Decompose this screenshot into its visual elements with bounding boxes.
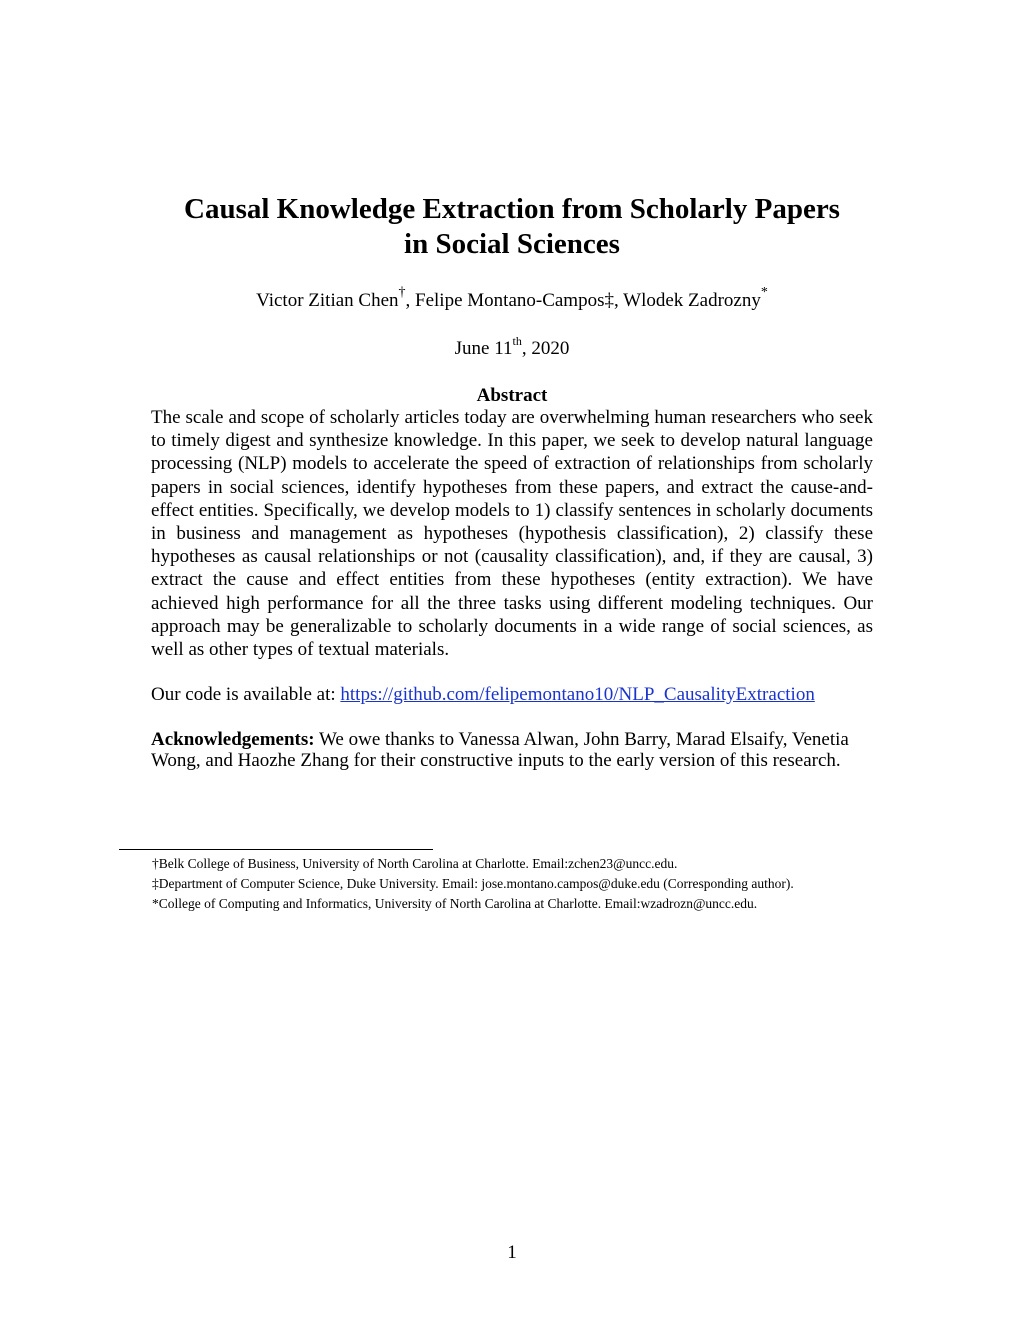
author-1: Victor Zitian Chen: [256, 290, 399, 311]
author-3-footnote-mark: *: [760, 284, 768, 300]
paper-title-line-2: in Social Sciences: [404, 228, 620, 260]
date-ordinal-suffix: th: [512, 333, 522, 348]
abstract-heading: Abstract: [476, 385, 548, 406]
author-list: [0, 284, 1024, 313]
author-1-footnote-mark: †: [398, 284, 406, 300]
footnote-divider: [119, 849, 433, 850]
page-number: 1: [507, 1242, 517, 1263]
date-year: , 2020: [521, 338, 570, 359]
footnote-1: †Belk College of Business, University of North Carolina at Charlotte. Email:zchen23@uncc.edu.: [152, 856, 678, 871]
code-availability: [151, 683, 873, 707]
acknowledgements-label: Acknowledgements:: [151, 729, 315, 750]
code-repository-link[interactable]: https://github.com/felipemontano10/NLP_CausalityExtraction: [340, 684, 815, 705]
date-prefix: June 11: [454, 338, 513, 359]
author-2-and-3: , Felipe Montano-Campos‡, Wlodek Zadrozny: [405, 290, 761, 311]
publication-date: [0, 333, 1024, 361]
footnote-2: ‡Department of Computer Science, Duke University. Email: jose.montano.campos@duke.edu (Corresponding author).: [152, 876, 794, 891]
acknowledgements: [151, 729, 873, 771]
code-label: Our code is available at:: [151, 684, 341, 705]
footnote-3: *College of Computing and Informatics, University of North Carolina at Charlotte. Email:wzadrozn@uncc.edu.: [152, 896, 758, 911]
acknowledgements-text: We owe thanks to Vanessa Alwan, John Barry, Marad Elsaify, Venetia Wong, and Haozhe Zhang for their constructive inputs to the early version of this research.: [151, 729, 849, 771]
paper-title-line-1: Causal Knowledge Extraction from Scholarly Papers: [184, 193, 840, 225]
abstract-body: The scale and scope of scholarly articles today are overwhelming human researchers who seek to timely digest and synthesize knowledge. In this paper, we seek to develop natural language processing (NLP) models to accelerate the speed of extraction of relationships from scholarly papers in social sciences, identify hypotheses from these papers, and extract the cause-and-effect entities. Specifically, we develop models to 1) classify sentences in scholarly documents in business and management as hypotheses (hypothesis classification), 2) classify these hypotheses as causal relationships or not (causality classification), and, if they are causal, 3) extract the cause and effect entities from these hypotheses (entity extraction). We have achieved high performance for all the three tasks using different modeling techniques. Our approach may be generalizable to scholarly documents in a wide range of social sciences, as well as other types of textual materials.: [151, 407, 873, 661]
footnotes: [152, 854, 912, 914]
